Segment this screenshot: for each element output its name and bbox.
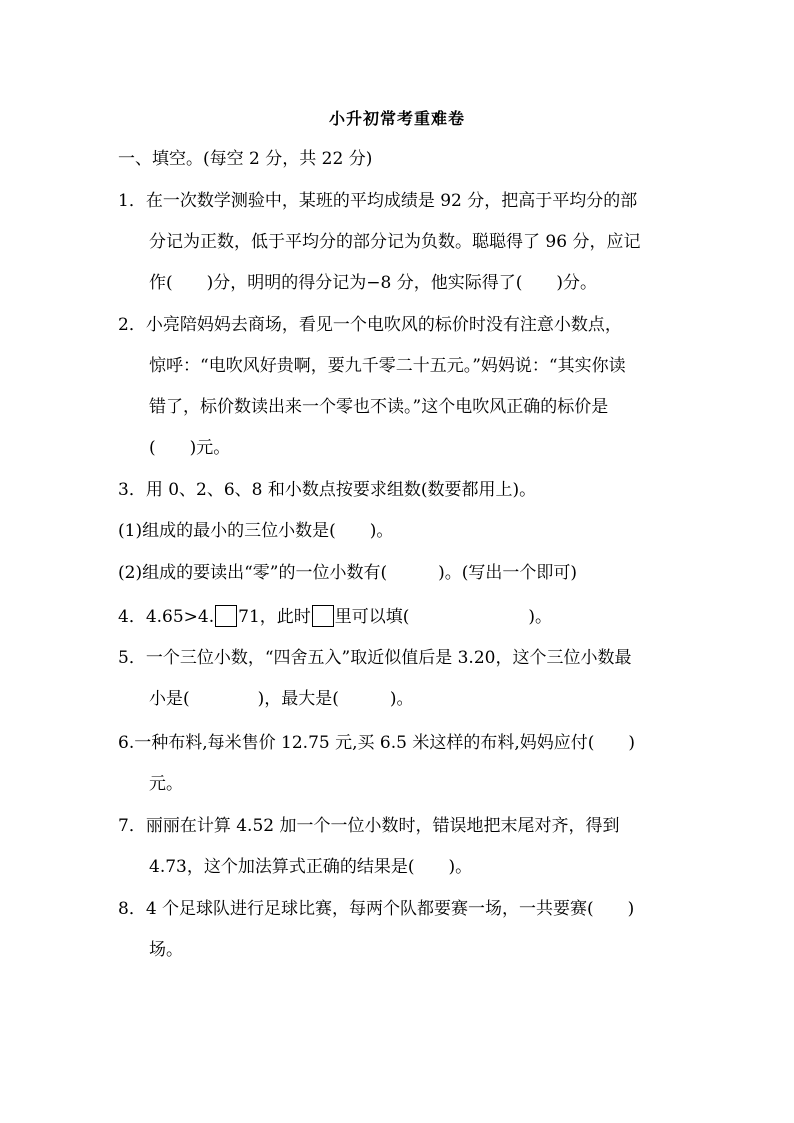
page-title: 小升初常考重难卷 — [328, 109, 465, 128]
question-7-line-2: 4.73，这个加法算式正确的结果是( )。 — [149, 857, 473, 877]
question-4-part-a: 4．4.65>4. — [118, 607, 215, 627]
question-3-sub-1: (1)组成的最小的三位小数是( )。 — [118, 521, 394, 541]
question-2-line-1: 2．小亮陪妈妈去商场，看见一个电吹风的标价时没有注意小数点， — [118, 315, 622, 335]
question-1-line-3: 作( )分，明明的得分记为−8 分，他实际得了( )分。 — [149, 273, 597, 293]
question-4-part-b: 71，此时 — [238, 607, 311, 627]
question-8-line-2: 场。 — [149, 940, 183, 960]
question-8-line-1: 8．4 个足球队进行足球比赛，每两个队都要赛一场，一共要赛( ) — [118, 899, 635, 919]
question-5-line-2: 小是( )，最大是( )。 — [149, 689, 414, 709]
answer-box — [215, 605, 237, 627]
question-6-line-2: 元。 — [149, 774, 183, 794]
question-6-line-1: 6.一种布料,每米售价 12.75 元,买 6.5 米这样的布料,妈妈应付( ) — [118, 733, 636, 753]
question-3-line-1: 3．用 0、2、6、8 和小数点按要求组数(数要都用上)。 — [118, 480, 537, 500]
question-2-line-4: ( )元。 — [149, 438, 231, 458]
question-1-line-1: 1．在一次数学测验中，某班的平均成绩是 92 分，把高于平均分的部 — [118, 191, 638, 211]
question-3-sub-2: (2)组成的要读出“零”的一位小数有( )。(写出一个即可) — [118, 563, 577, 583]
question-4 — [118, 605, 552, 628]
answer-box — [312, 605, 334, 627]
section-heading: 一、填空。(每空 2 分，共 22 分) — [118, 149, 373, 169]
question-5-line-1: 5．一个三位小数，“四舍五入”取近似值后是 3.20，这个三位小数最 — [118, 648, 632, 668]
question-7-line-1: 7．丽丽在计算 4.52 加一个一位小数时，错误地把末尾对齐，得到 — [118, 816, 620, 836]
question-4-part-c: 里可以填( )。 — [334, 607, 553, 627]
question-2-line-3: 错了，标价数读出来一个零也不读。”这个电吹风正确的标价是 — [149, 397, 609, 417]
question-2-line-2: 惊呼：“电吹风好贵啊，要九千零二十五元。”妈妈说：“其实你读 — [149, 356, 626, 376]
question-1-line-2: 分记为正数，低于平均分的部分记为负数。聪聪得了 96 分，应记 — [149, 232, 641, 252]
